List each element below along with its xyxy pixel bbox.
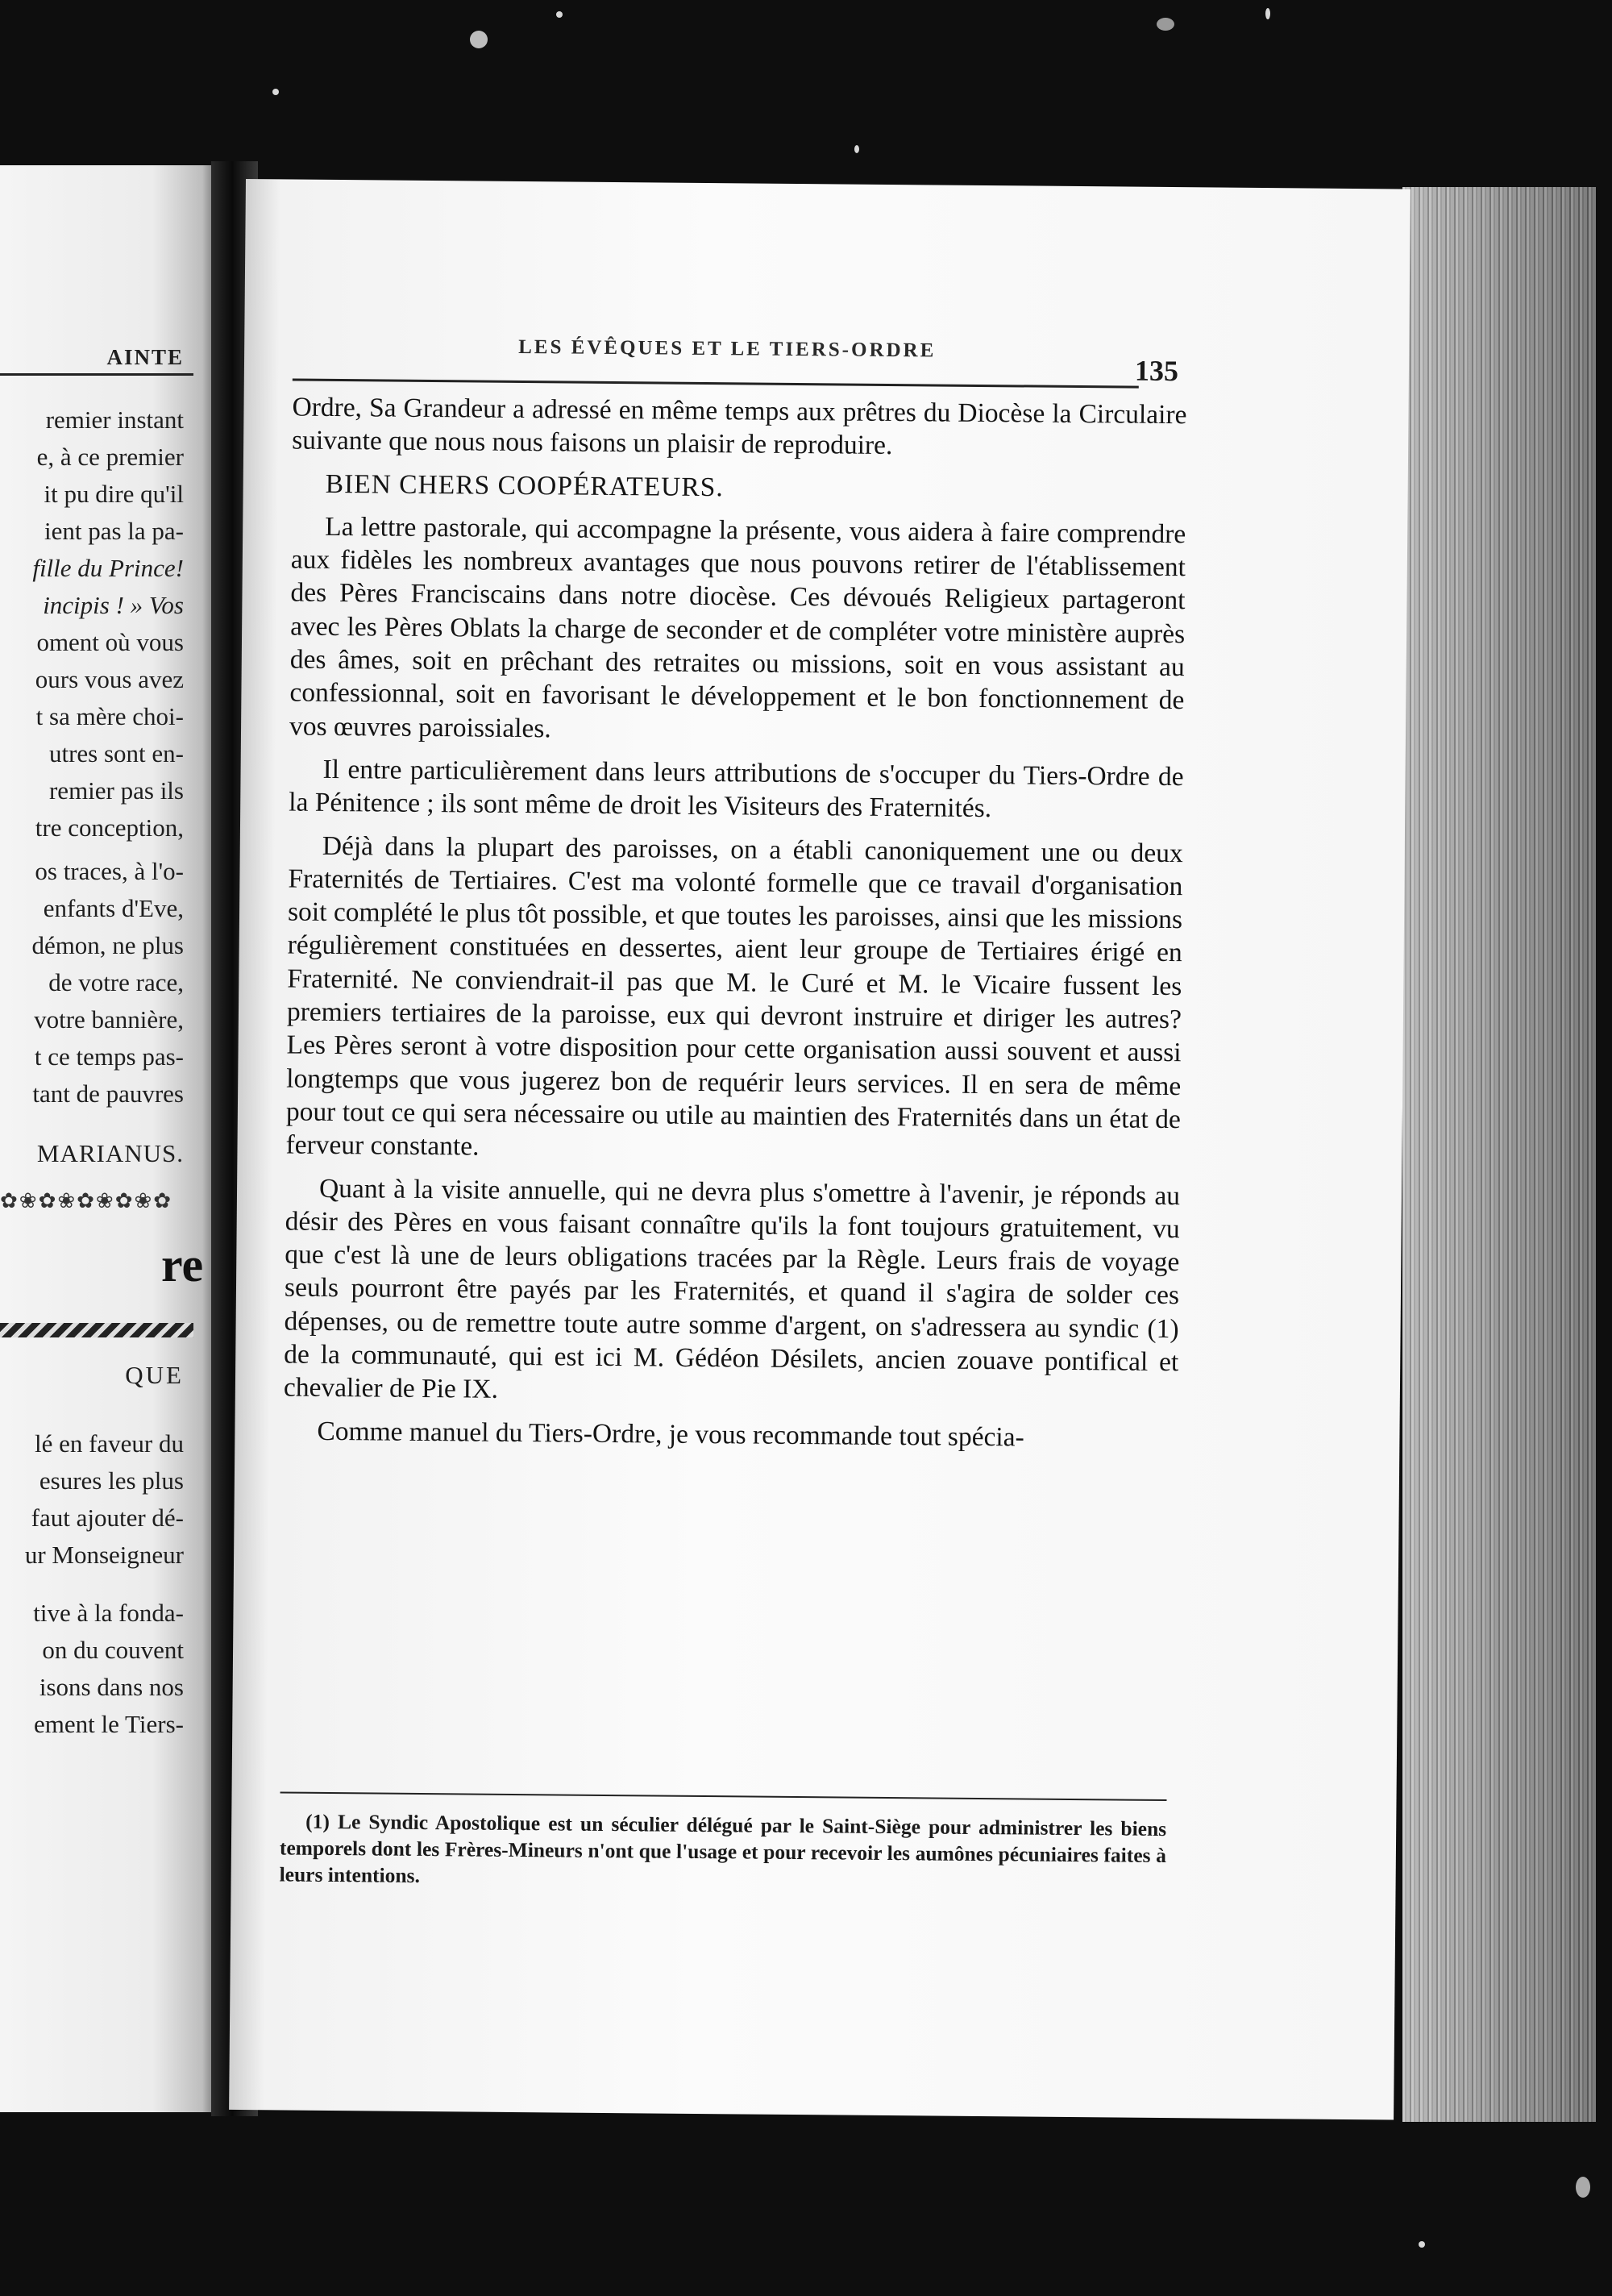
left-line: incipis ! » Vos — [43, 591, 184, 619]
page-edges — [1402, 187, 1596, 2122]
dust-speck — [470, 31, 488, 48]
page-number: 135 — [1134, 354, 1179, 388]
dust-speck — [854, 145, 859, 153]
body-text — [283, 391, 1186, 1456]
left-decorative-band — [0, 1323, 193, 1337]
body-paragraph: Comme manuel du Tiers-Ordre, je vous recommande tout spécia- — [317, 1416, 1024, 1453]
dust-speck — [556, 11, 563, 18]
left-title-fragment: re — [161, 1238, 204, 1292]
left-line: tive à la fonda- — [33, 1599, 184, 1627]
left-line: faut ajouter dé- — [31, 1504, 184, 1532]
left-line: de votre race, — [48, 968, 184, 996]
body-paragraph: Il entre particulièrement dans leurs attributions de s'occuper du Tiers-Ordre de la Pénitence ; ils sont même de droit les Visiteurs des Fraternités. — [289, 754, 1184, 824]
left-ornament-border: ✿❀✿❀✿❀✿❀✿ — [0, 1189, 173, 1210]
left-line: esures les plus — [39, 1466, 184, 1495]
salutation: BIEN CHERS COOPÉRATEURS. — [325, 468, 724, 502]
left-line: ient pas la pa- — [44, 517, 184, 545]
footnote: (1) Le Syndic Apostolique est un séculier délégué par le Saint-Siège pour administrer les biens temporels dont les Frères-Mineurs n'ont que l'usage et pour recevoir les aumônes pécuniaires faites à leurs intentions. — [279, 1809, 1167, 1887]
left-line: t ce temps pas- — [34, 1042, 184, 1071]
left-line: ours vous avez — [35, 665, 184, 693]
body-paragraph: La lettre pastorale, qui accompagne la présente, vous aidera à faire comprendre aux fidèles les nombreux avantages que nous pouvons retirer de l'établissement des Pères Franciscains dans notre diocèse. Ces dévoués Religieux partageront avec les Pères Oblats la charge de seconder et de compléter votre ministère auprès des âmes, soit en prêchant des retraites ou missions, soit en vous assistant au confessionnal, soit en favorisant le développement et le bon fonctionnement de vos œuvres paroissiales. — [289, 511, 1186, 744]
left-line: t sa mère choi- — [35, 702, 184, 730]
left-line: it pu dire qu'il — [44, 480, 184, 508]
dust-speck — [1576, 2177, 1590, 2198]
left-line: ur Monseigneur — [24, 1541, 184, 1569]
left-line: ement le Tiers- — [34, 1710, 184, 1738]
left-page — [0, 165, 218, 2112]
dust-speck — [272, 89, 279, 95]
left-line: votre bannière, — [34, 1005, 184, 1034]
left-subtitle: QUE — [125, 1361, 184, 1389]
left-line: os traces, à l'o- — [35, 857, 184, 885]
left-signature: MARIANUS. — [36, 1139, 184, 1167]
left-line: utres sont en- — [48, 739, 184, 767]
left-line: e, à ce premier — [36, 443, 184, 471]
left-line: tant de pauvres — [32, 1079, 184, 1108]
dust-speck — [1157, 18, 1174, 31]
body-paragraph: Quant à la visite annuelle, qui ne devra plus s'omettre à l'avenir, je réponds au désir des Pères en vous faisant connaître qu'ils la font toujours gratuitement, vu que c'est là une de leurs obligations tracées par la Règle. Leurs frais de voyage seuls pourront être payés par les Fraternités, et quand il s'agira de solder ces dépenses, ou de remettre toute autre somme d'argent, on s'adressera au syndic (1) de la communauté, qui est ici M. Gédéon Désilets, ancien zouave pontifical et chevalier de Pie IX. — [283, 1173, 1181, 1405]
head-rule — [293, 379, 1139, 389]
left-head-rule — [0, 373, 193, 376]
footnote-rule — [280, 1791, 1167, 1801]
right-page — [229, 179, 1410, 2120]
left-line: on du couvent — [42, 1636, 184, 1664]
left-line: remier instant — [45, 406, 184, 434]
intro-paragraph: Ordre, Sa Grandeur a adressé en même temps aux prêtres du Diocèse la Circulaire suivante que nous nous faisons un plaisir de reproduire. — [292, 392, 1187, 461]
left-line: oment où vous — [36, 628, 184, 656]
left-line: lé en faveur du — [34, 1429, 184, 1458]
left-line: démon, ne plus — [31, 931, 184, 959]
dust-speck — [1419, 2241, 1425, 2248]
left-line: tre conception, — [35, 813, 184, 842]
left-line: remier pas ils — [48, 776, 184, 805]
left-line: fille du Prince! — [32, 554, 184, 582]
left-line: isons dans nos — [39, 1673, 184, 1701]
body-paragraph: Déjà dans la plupart des paroisses, on a établi canoniquement une ou deux Fraternités de Tertiaires. C'est ma volonté formelle que ce travail d'organisation soit complété le plus tôt possible, et que toutes les paroisses, ainsi que les missions régulièrement constituées en dessertes, aient leur groupe de Tertiaires érigé en Fraternité. Ne conviendrait-il pas que M. le Curé et M. le Vicaire fussent les premiers tertiaires de la paroisse, eux qui devront instruire et diriger les autres? Les Pères seront à votre disposition pour cette organisation aussi souvent et aussi longtemps que vous jugerez bon de requérir leurs services. Il en sera de même pour tout ce qui sera nécessaire ou utile au maintien des Fraternités dans un état de ferveur constante. — [285, 830, 1183, 1162]
left-line: enfants d'Eve, — [43, 894, 184, 922]
left-running-head: AINTE — [106, 345, 184, 369]
running-head: LES ÉVÊQUES ET LE TIERS-ORDRE — [518, 335, 937, 362]
dust-speck — [1265, 8, 1270, 19]
